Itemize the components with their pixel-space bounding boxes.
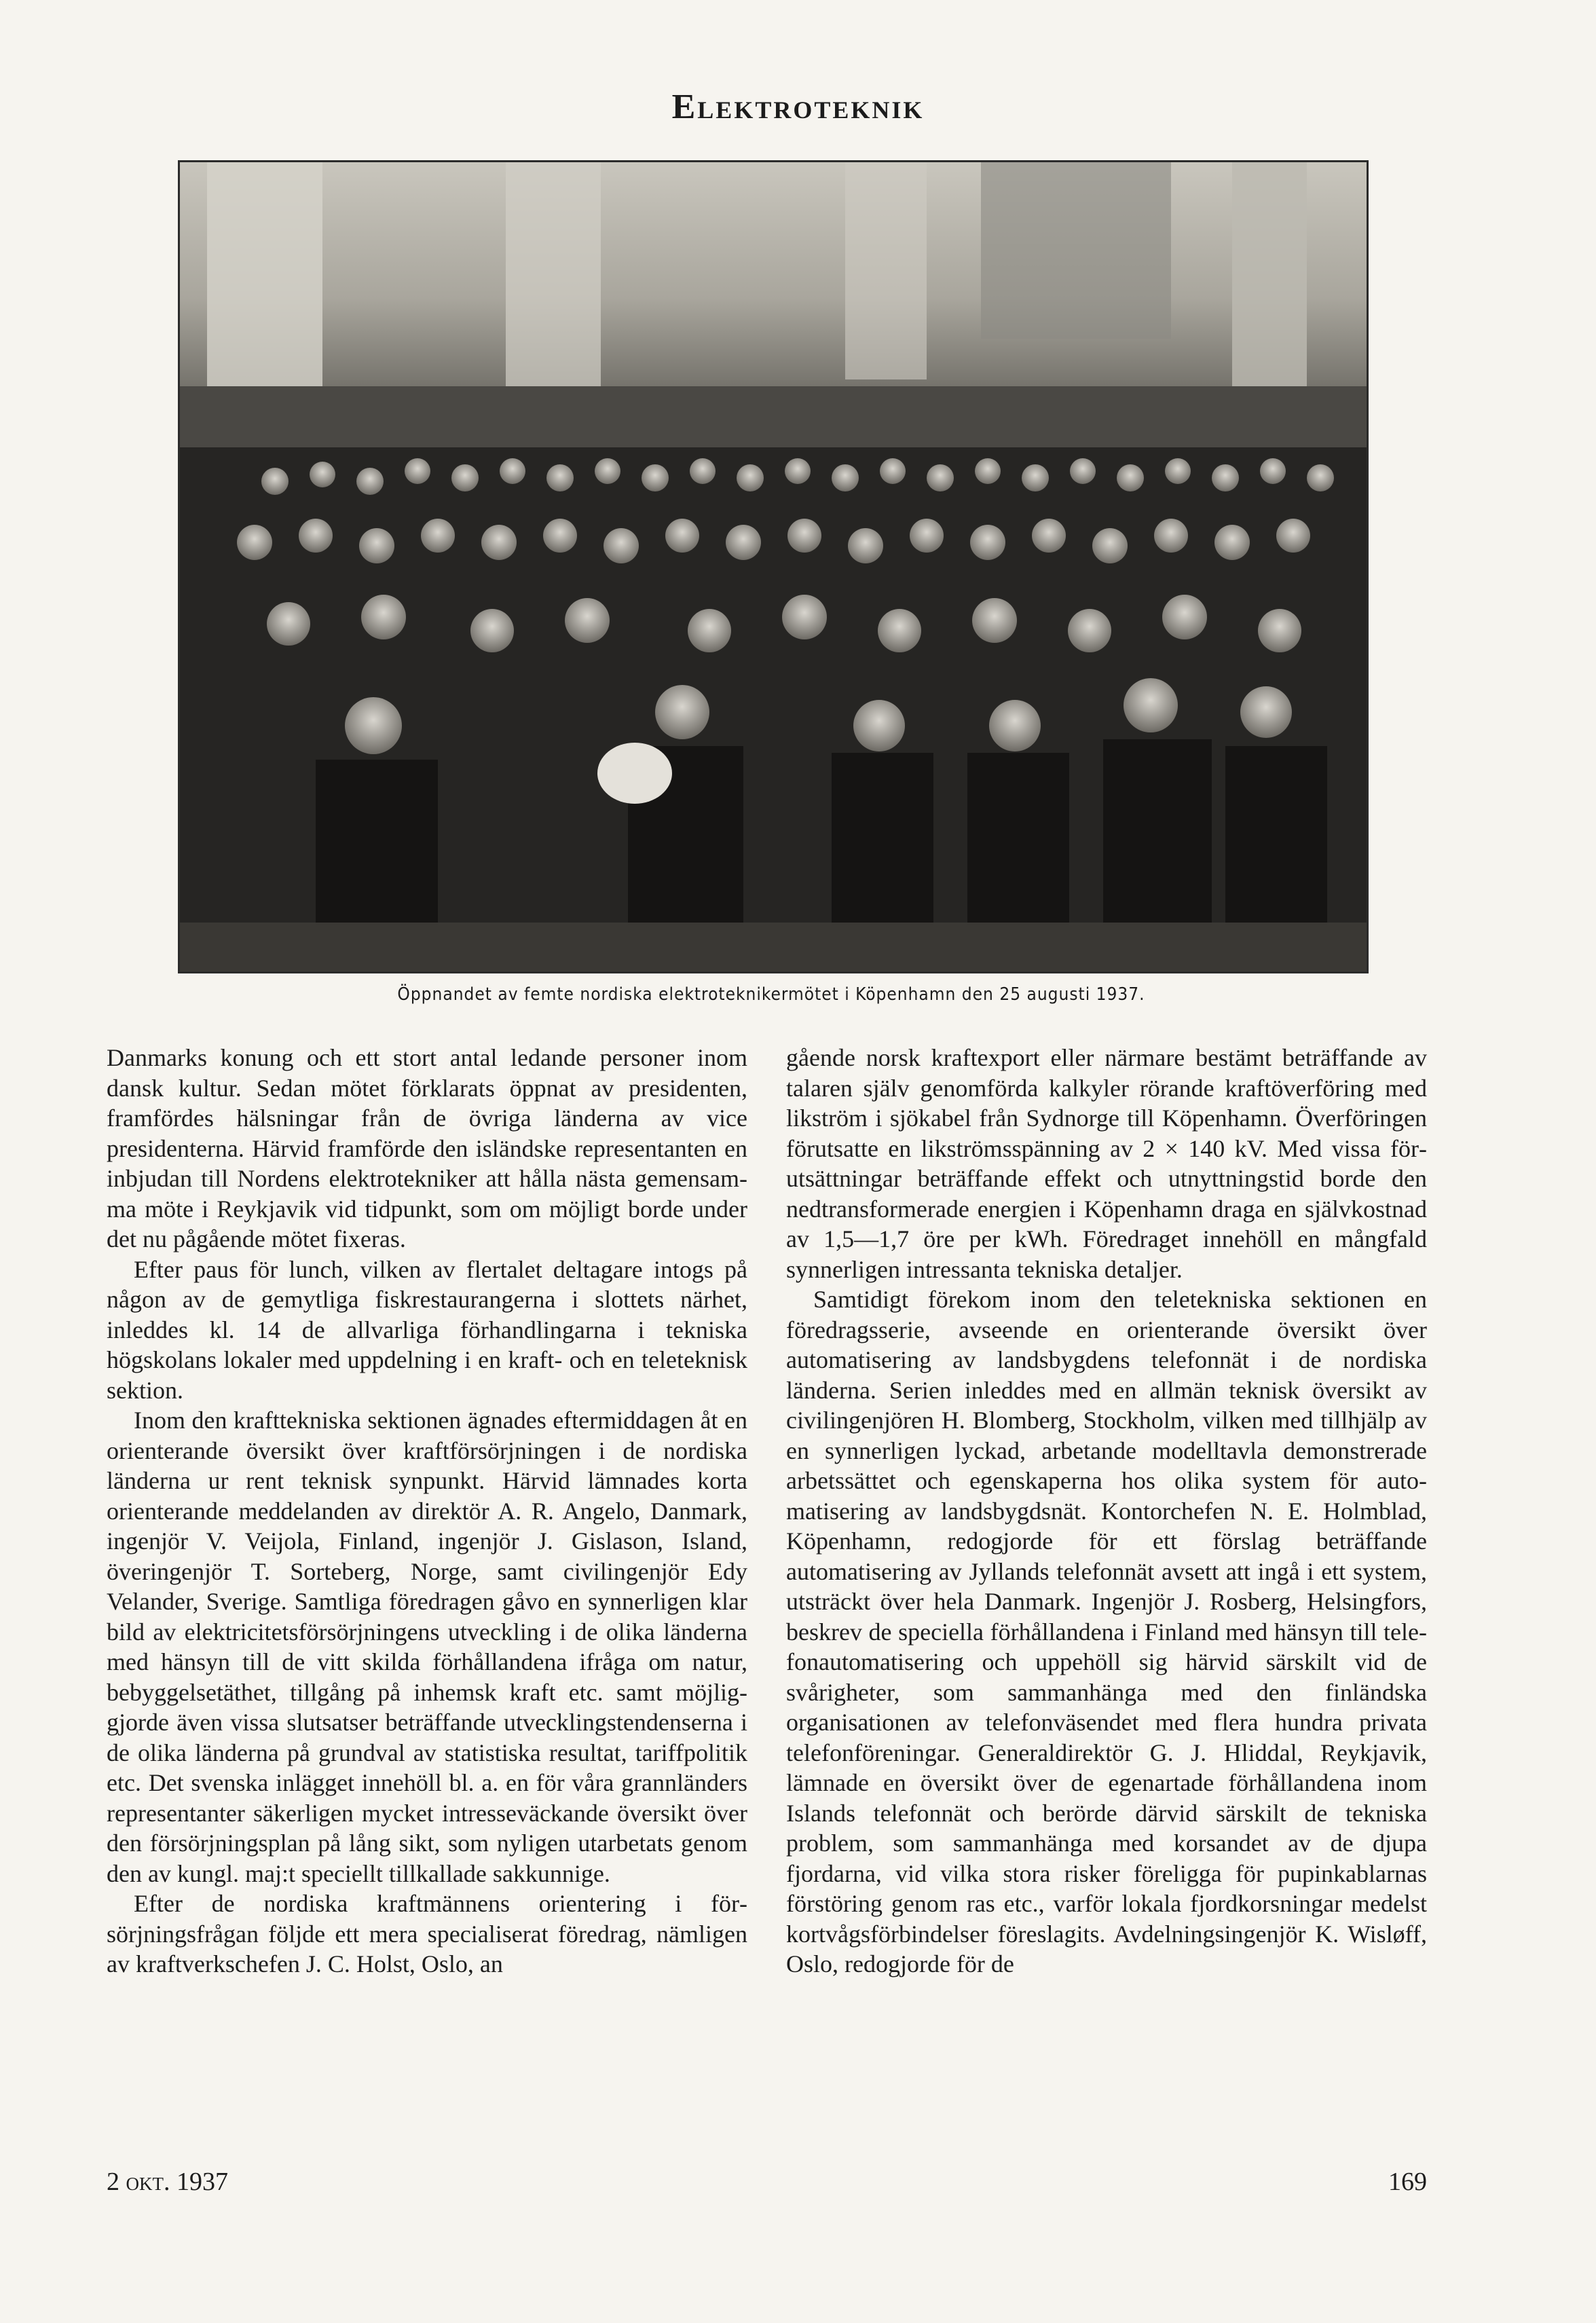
right-column	[786, 1043, 1427, 1980]
photo-caption: Öppnandet av femte nordiska elektroteknikermötet i Köpenhamn den 25 augusti 1937.	[397, 984, 1145, 1005]
paragraph: Danmarks konung och ett stort antal ledande personer inom dansk kultur. Sedan mötet förklarats öppnat av presidenten, framfördes hälsningar från de övriga länderna av vice presidenterna. Härvid framförde den isländske representanten en inbjudan till Nordens elektrotekniker att hålla nästa gemensamma möte i Reykjavik vid tidpunkt, som om möjligt borde under det nu pågående mötet fixeras.	[107, 1044, 747, 1252]
paragraph: Efter paus för lunch, vilken av flertalet deltagare intogs på någon av de gemytliga fiskrestaurangerna i slottets närhet, inleddes kl. 14 de allvarliga förhandlingarna i tekniska högskolans lokaler med uppdelning i en kraft- och en teleteknisk sektion.	[107, 1255, 747, 1404]
issue-month: okt.	[126, 2168, 170, 2196]
paragraph: Samtidigt förekom inom den teletekniska sektionen en föredragsserie, avseende en orienterande översikt över automatisering av landsbygdens telefonnät i de nordiska länderna. Serien inleddes med en allmän teknisk översikt av civilingenjören H. Blomberg, Stockholm, vilken med tillhjälp av en synnerligen lyckad, arbetande modelltavla demonstrerade arbetssättet och egenskaperna hos olika system för automatisering av landsbygdsnät. Kontorchefen N. E. Holmblad, Köpenhamn, redogjorde för ett förslag beträffande automatisering av Jyllands telefonnät avsett att ingå i ett system, utsträckt över hela Danmark. Ingenjör J. Rosberg, Helsingfors, beskrev de speciella förhållandena i Finland med hänsyn till telefonautomatisering och uppehöll sig härvid särskilt vid de svårigheter, som sammanhänga med den finländska organisationen av telefonväsendet med flera hundra privata telefonföreningar. Generaldirektör G. J. Hliddal, Reykjavik, lämnade en översikt över de egenartade förhållandena inom Islands telefonnät och berörde därvid särskilt de tekniska problem, som sammanhänga med korsandet av de djupa fjordarna, vid vilka stora risker föreligga för pupinkablarnas förstöring genom ras etc., varför lokala fjordkorsningar medelst kortvågsförbindelser föreslagits. Avdelningsingenjör K. Wisløff, Oslo, redogjorde för de	[786, 1286, 1427, 1977]
issue-year: 1937	[177, 2168, 228, 2196]
paragraph: Efter de nordiska kraftmännens orientering i försörjningsfrågan följde ett mera specialiserat föredrag, nämligen av kraftverkschefen J. C. Holst, Oslo, an	[107, 1890, 747, 1977]
issue-date	[107, 2167, 228, 2197]
left-column	[107, 1043, 747, 1980]
paragraph: gående norsk kraftexport eller närmare bestämt beträffande av talaren själv genomförda kalkyler rörande kraftöverföring med likström i sjökabel från Sydnorge till Köpenhamn. Överföringen förutsatte en likströmsspänning av 2 × 140 kV. Med vissa förutsättningar beträffande effekt och utnyttningstid borde den nedtransformerade energien i Köpenhamn draga en självkostnad av 1,5—1,7 öre per kWh. Föredraget innehöll en mångfald synnerligen intressanta tekniska detaljer.	[786, 1044, 1427, 1283]
photo-illustration	[180, 162, 1367, 971]
white-hat-icon	[597, 743, 672, 804]
paragraph: Inom den krafttekniska sektionen ägnades eftermiddagen åt en orienterande översikt över kraftförsörjningen i de nordiska länderna ur rent teknisk synpunkt. Härvid lämnades korta orienterande meddelanden av direktör A. R. Angelo, Danmark, ingenjör V. Veijola, Finland, ingenjör J. Gislason, Island, överingenjör T. Sorteberg, Norge, samt civilingenjör Edy Velander, Sverige. Samtliga föredragen gåvo en synnerligen klar bild av elektricitetsförsörjningens utveckling i de olika länderna med hänsyn till de vitt skilda förhållandena ifråga om natur, bebyggelsetäthet, tillgång på inhemsk kraft etc. samt möjliggjorde även vissa slutsatser beträffande utvecklingstendenserna i de olika länderna på grundval av statistiska resultat, tariffpolitik etc. Det svenska inlägget innehöll bl. a. en för våra grannländers representanter säkerligen mycket intresseväckande översikt över den försörjningsplan på lång sikt, som nyligen utarbetats genom den av kungl. maj:t speciellt tillkallade sakkunnige.	[107, 1407, 747, 1887]
running-header: Elektroteknik	[671, 88, 925, 126]
issue-day: 2	[107, 2168, 119, 2196]
page-number: 169	[1388, 2168, 1427, 2196]
photograph-audience	[178, 160, 1369, 973]
